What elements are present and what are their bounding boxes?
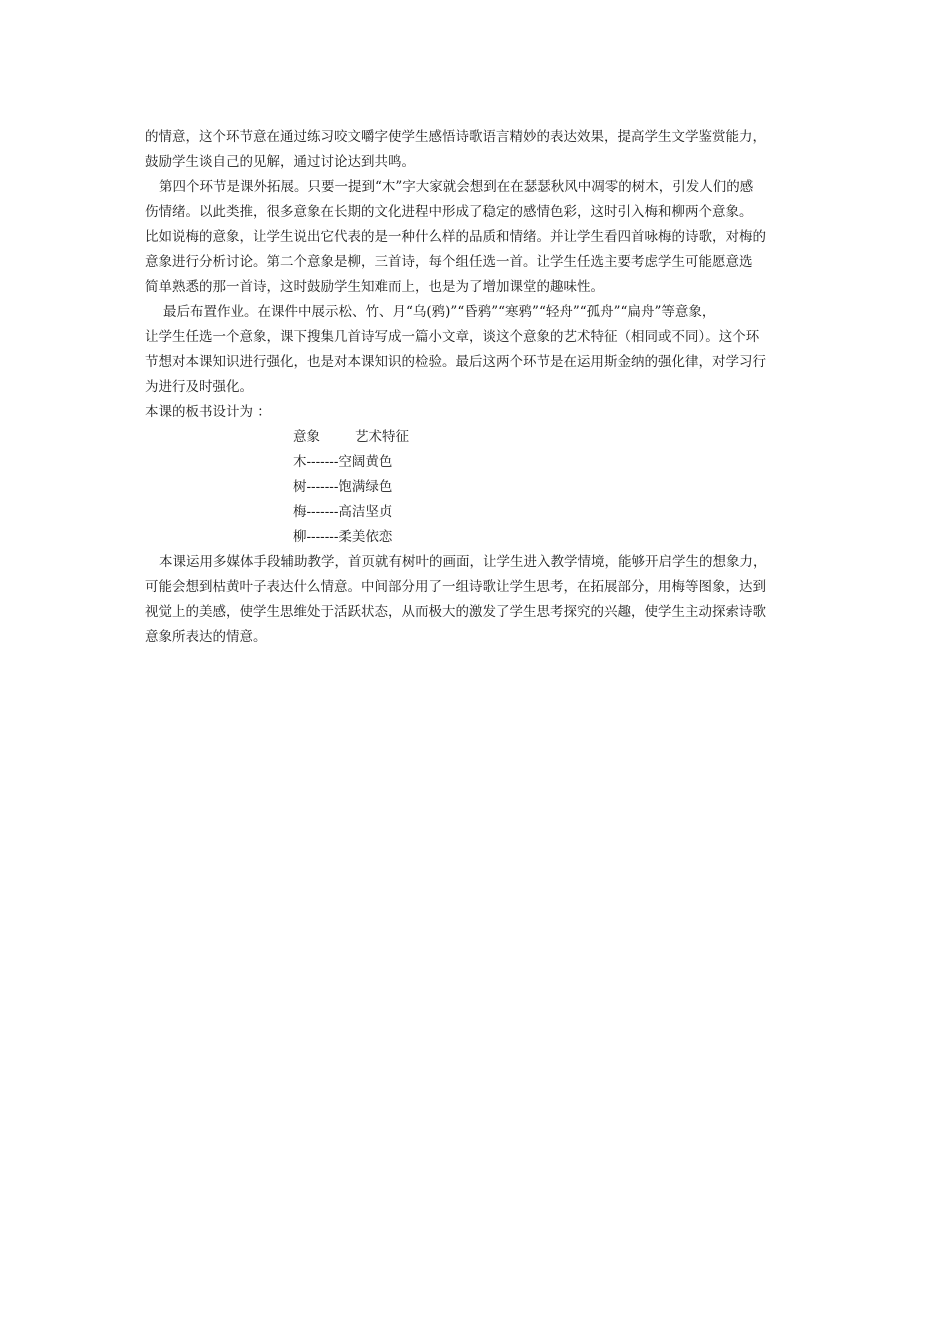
text-line: 第四个环节是课外拓展。只要一提到“木”字大家就会想到在在瑟瑟秋风中凋零的树木，引发人们的感 <box>159 179 754 195</box>
paragraph-2 <box>145 175 815 300</box>
text-line: 本课运用多媒体手段辅助教学，首页就有树叶的画面，让学生进入教学情境，能够开启学生的想象力， <box>159 554 767 570</box>
text-line: 意象进行分析讨论。第二个意象是柳，三首诗，每个组任选一首。让学生任选主要考虑学生可能愿意选 <box>145 254 753 270</box>
board-design <box>145 425 815 550</box>
text-line: 最后布置作业。在课件中展示松、竹、月“乌(鸦)”“昏鸦”“寒鸦”“轻舟”“孤舟”“扁舟”等意象， <box>163 304 716 320</box>
text-line: 可能会想到枯黄叶子表达什么情意。中间部分用了一组诗歌让学生思考，在拓展部分，用梅等图象，达到 <box>145 579 766 595</box>
board-header <box>293 425 815 450</box>
board-header-imagery: 意象 <box>293 429 320 445</box>
board-row: 梅-------高洁坚贞 <box>293 504 393 520</box>
text-line: 意象所表达的情意。 <box>145 629 267 645</box>
board-row: 树-------饱满绿色 <box>293 479 393 495</box>
text-line: 让学生任选一个意象，课下搜集几首诗写成一篇小文章，谈这个意象的艺术特征（相同或不同）。这个环 <box>145 329 760 345</box>
paragraph-1 <box>145 125 815 175</box>
text-line: 比如说梅的意象，让学生说出它代表的是一种什么样的品质和情绪。并让学生看四首咏梅的诗歌，对梅的 <box>145 229 766 245</box>
paragraph-3 <box>145 300 815 400</box>
text-line: 的情意，这个环节意在通过练习咬文嚼字使学生感悟诗歌语言精妙的表达效果，提高学生文学鉴赏能力， <box>145 129 766 145</box>
text-line: 伤情绪。以此类推，很多意象在长期的文化进程中形成了稳定的感情色彩，这时引入梅和柳两个意象。 <box>145 204 753 220</box>
document-body <box>145 125 815 650</box>
paragraph-4 <box>145 550 815 650</box>
text-line: 简单熟悉的那一首诗，这时鼓励学生知难而上，也是为了增加课堂的趣味性。 <box>145 279 604 295</box>
text-line: 为进行及时强化。 <box>145 379 253 395</box>
text-line: 节想对本课知识进行强化，也是对本课知识的检验。最后这两个环节是在运用斯金纳的强化律，对学习行 <box>145 354 766 370</box>
text-line: 视觉上的美感，使学生思维处于活跃状态，从而极大的激发了学生思考探究的兴趣，使学生主动探索诗歌 <box>145 604 766 620</box>
text-line: 鼓励学生谈自己的见解，通过讨论达到共鸣。 <box>145 154 415 170</box>
board-row: 木-------空阔黄色 <box>293 454 393 470</box>
board-title: 本课的板书设计为 ： <box>145 404 271 420</box>
board-header-feature: 艺术特征 <box>355 429 409 445</box>
board-row: 柳-------柔美依恋 <box>293 529 393 545</box>
